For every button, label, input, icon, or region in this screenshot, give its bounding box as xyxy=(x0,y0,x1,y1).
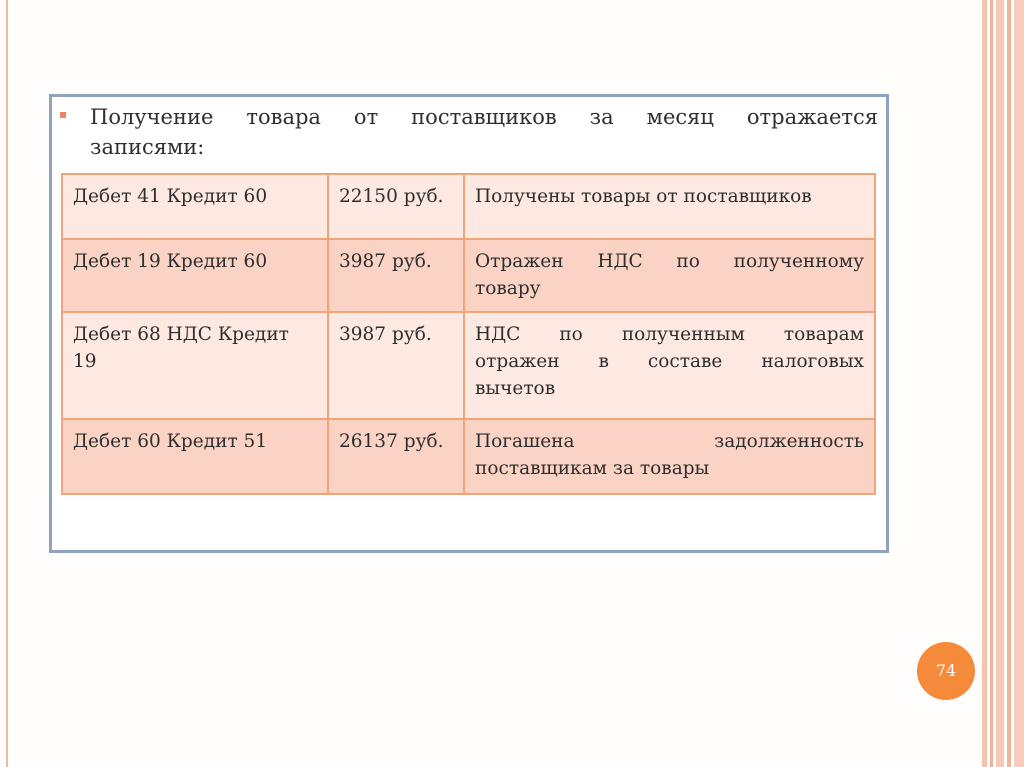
decor-stripe xyxy=(1014,0,1024,767)
entry-cell: Дебет 68 НДС Кредит 19 xyxy=(62,312,328,419)
description-line: Погашена задолженность xyxy=(475,431,864,452)
description-cell xyxy=(464,419,875,494)
amount-cell: 22150 руб. xyxy=(328,174,464,239)
page-number-badge: 74 xyxy=(917,642,975,700)
intro-text: Получение товара от поставщиков за месяц отражается xyxy=(90,105,878,129)
amount-cell: 3987 руб. xyxy=(328,239,464,312)
table-row xyxy=(62,419,875,494)
description-line: вычетов xyxy=(475,378,556,399)
description-cell xyxy=(464,239,875,312)
entry-cell: Дебет 19 Кредит 60 xyxy=(62,239,328,312)
description-line: Получены товары от поставщиков xyxy=(475,186,812,207)
bullet-icon: ▪ xyxy=(59,107,68,121)
entry-cell: Дебет 41 Кредит 60 xyxy=(62,174,328,239)
table-row xyxy=(62,312,875,419)
amount-cell: 26137 руб. xyxy=(328,419,464,494)
decor-stripe xyxy=(1007,0,1011,767)
decor-stripe xyxy=(996,0,1004,767)
description-line: НДС по полученным товарам xyxy=(475,324,864,345)
decor-stripe xyxy=(982,0,987,767)
description-line: Отражен НДС по полученному xyxy=(475,251,864,272)
table-row xyxy=(62,239,875,312)
description-cell xyxy=(464,312,875,419)
accounting-entries-table xyxy=(61,173,876,495)
table-row xyxy=(62,174,875,239)
description-cell xyxy=(464,174,875,239)
description-line: отражен в составе налоговых xyxy=(475,351,864,372)
decor-stripe xyxy=(990,0,993,767)
description-line: товару xyxy=(475,278,541,299)
entry-cell: Дебет 60 Кредит 51 xyxy=(62,419,328,494)
description-line: поставщикам за товары xyxy=(475,458,710,479)
intro-text-continued: записями: xyxy=(90,135,205,159)
amount-cell: 3987 руб. xyxy=(328,312,464,419)
